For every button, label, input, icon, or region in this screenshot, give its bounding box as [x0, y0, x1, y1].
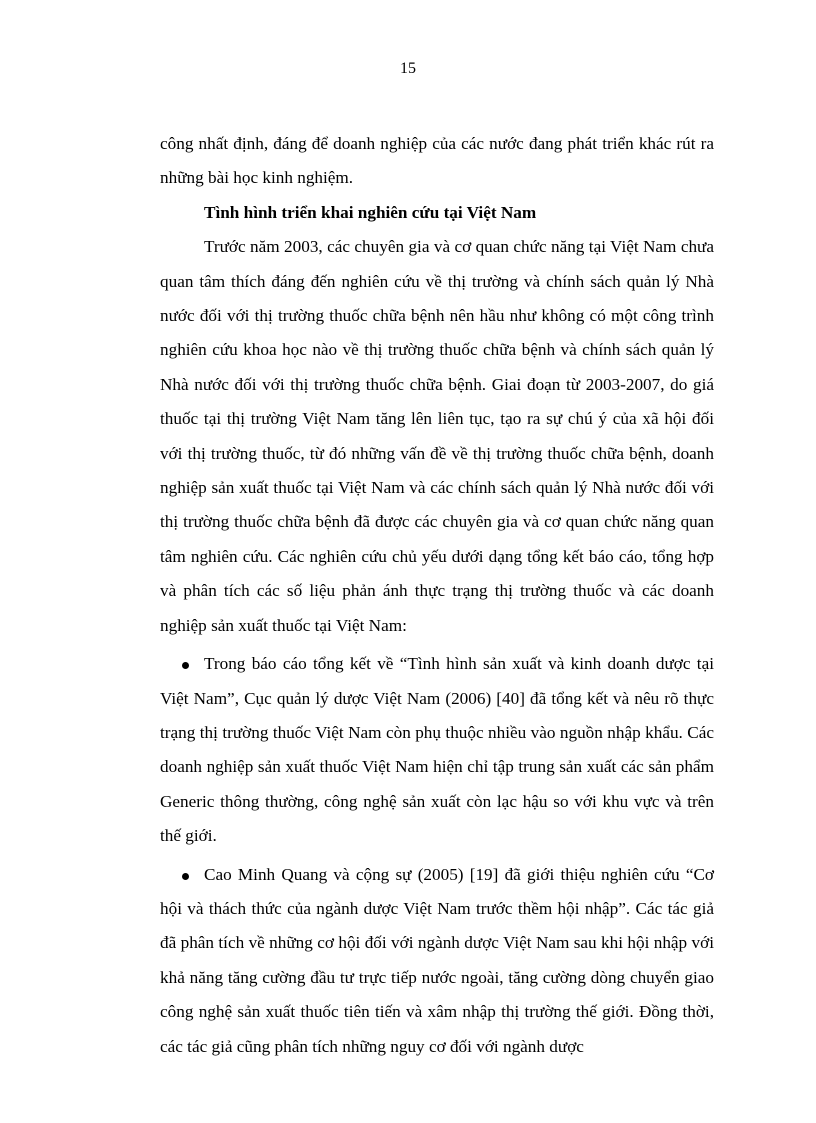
- document-body: [160, 127, 714, 1064]
- list-item: [160, 858, 714, 1064]
- continued-paragraph: công nhất định, đáng để doanh nghiệp của các nước đang phát triển khác rút ra những bài học kinh nghiệm.: [160, 134, 714, 188]
- intro-paragraph: Trước năm 2003, các chuyên gia và cơ quan chức năng tại Việt Nam chưa quan tâm thích đáng đến nghiên cứu về thị trường và chính sách quản lý Nhà nước đối với thị trường thuốc chữa bệnh nên hầu như không có một công trình nghiên cứu khoa học nào về thị trường thuốc chữa bệnh và chính sách quản lý Nhà nước đối với thị trường thuốc chữa bệnh. Giai đoạn từ 2003-2007, do giá thuốc tại thị trường Việt Nam tăng lên liên tục, tạo ra sự chú ý của xã hội đối với thị trường thuốc, từ đó những vấn đề về thị trường thuốc chữa bệnh, doanh nghiệp sản xuất thuốc tại Việt Nam và các chính sách quản lý Nhà nước đối với thị trường thuốc chữa bệnh đã được các chuyên gia và cơ quan chức năng quan tâm nghiên cứu. Các nghiên cứu chủ yếu dưới dạng tổng kết báo cáo, tổng hợp và phân tích các số liệu phản ánh thực trạng thị trường thuốc và các doanh nghiệp sản xuất thuốc tại Việt Nam:: [160, 237, 714, 635]
- bullet-icon: [182, 873, 189, 880]
- section-heading: Tình hình triển khai nghiên cứu tại Việt Nam: [204, 202, 537, 222]
- bullet-text: Cao Minh Quang và cộng sự (2005) [19] đã giới thiệu nghiên cứu “Cơ hội và thách thức của ngành dược Việt Nam trước thềm hội nhập”. Các tác giả đã phân tích về những cơ hội đối với ngành dược Việt Nam sau khi hội nhập với khả năng tăng cường đầu tư trực tiếp nước ngoài, tăng cường dòng chuyển giao công nghệ sản xuất thuốc tiên tiến và xâm nhập thị trường thế giới. Đồng thời, các tác giả cũng phân tích những nguy cơ đối với ngành dược: [160, 864, 714, 1056]
- bullet-list: [160, 647, 714, 1064]
- list-item: [160, 647, 714, 853]
- bullet-icon: [182, 662, 189, 669]
- page-number: 15: [400, 60, 416, 77]
- bullet-text: Trong báo cáo tổng kết về “Tình hình sản xuất và kinh doanh dược tại Việt Nam”, Cục quản lý dược Việt Nam (2006) [40] đã tổng kết và nêu rõ thực trạng thị trường thuốc Việt Nam còn phụ thuộc nhiều vào nguồn nhập khẩu. Các doanh nghiệp sản xuất thuốc Việt Nam hiện chỉ tập trung sản xuất các sản phẩm Generic thông thường, công nghệ sản xuất còn lạc hậu so với khu vực và trên thế giới.: [160, 654, 714, 846]
